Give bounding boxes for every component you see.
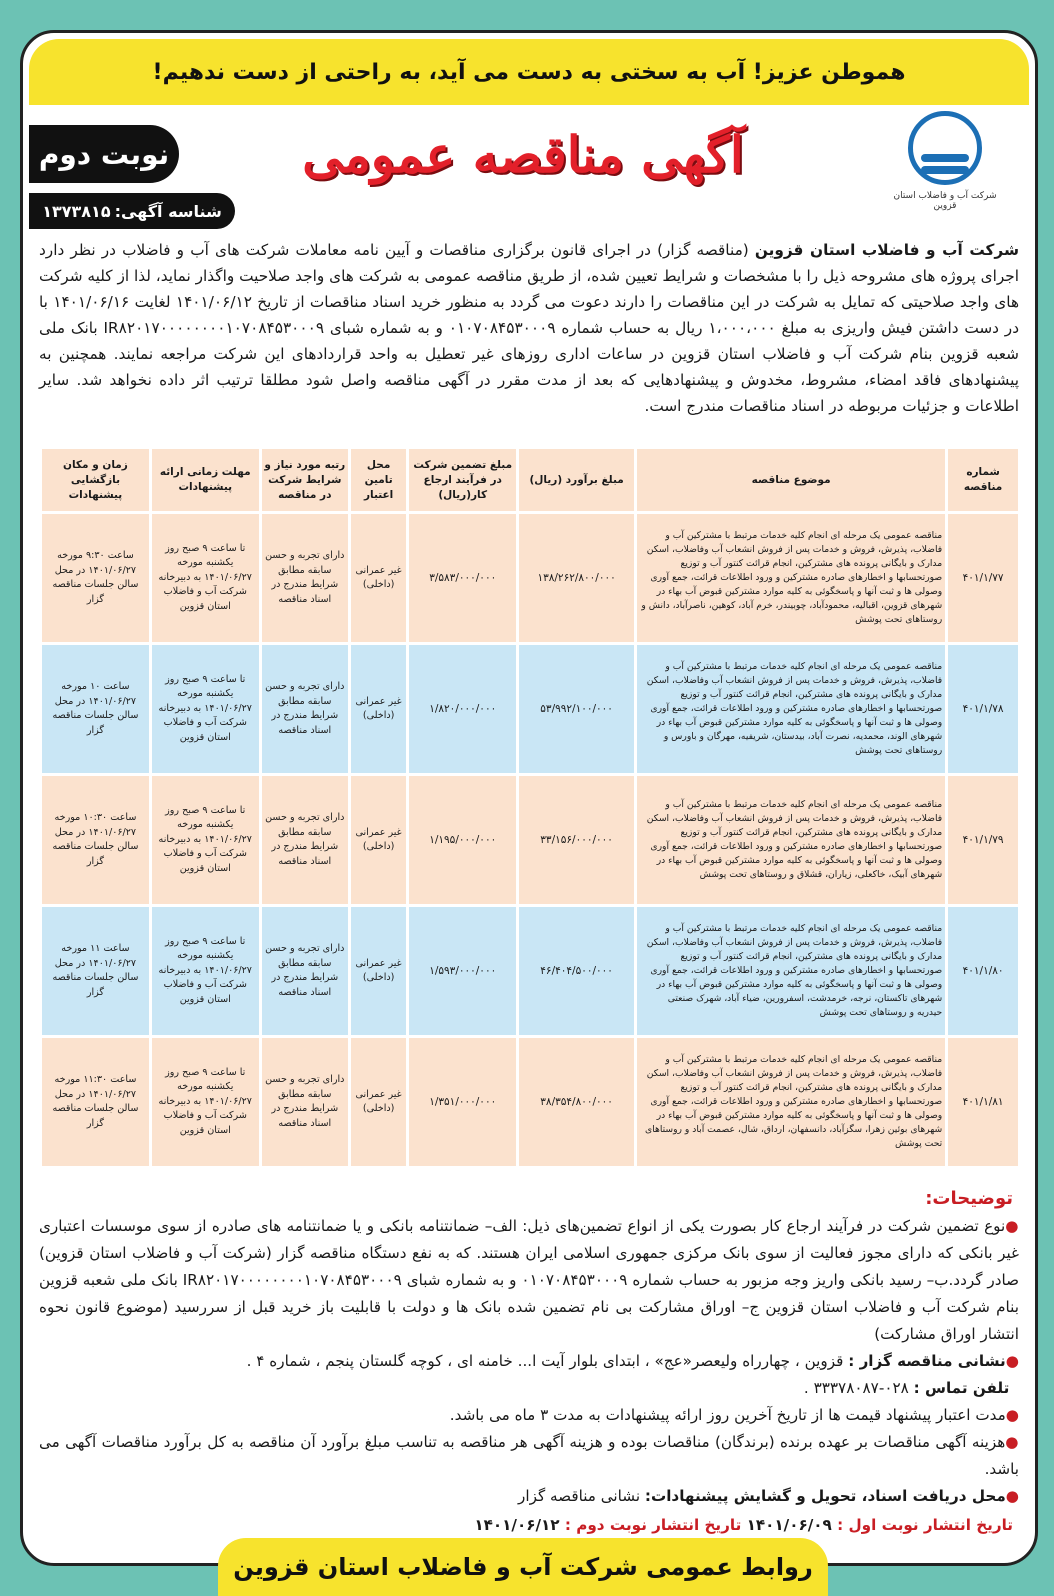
header-subject: موضوع مناقصه [637, 449, 945, 511]
tender-opening: ساعت ۱۰:۳۰ مورخه ۱۴۰۱/۰۶/۲۷ در محل سالن جلسات مناقصه گزار [42, 776, 149, 904]
note-address [39, 1348, 1019, 1375]
tender-number: ۴۰۱/۱/۸۰ [948, 907, 1018, 1035]
note-delivery-label: محل دریافت اسناد، تحویل و گشایش پیشنهادات: [644, 1487, 1006, 1505]
tender-qualification: دارای تجربه و حسن سابقه مطابق شرایط مندرج در اسناد مناقصه [262, 645, 348, 773]
round-badge: نوبت دوم [29, 125, 179, 183]
tender-guarantee: ۱/۸۲۰/۰۰۰/۰۰۰ [409, 645, 516, 773]
tender-opening: ساعت ۱۱:۳۰ مورخه ۱۴۰۱/۰۶/۲۷ در محل سالن جلسات مناقصه گزار [42, 1038, 149, 1166]
note-validity [39, 1402, 1019, 1429]
note-guarantee-text: نوع تضمین شرکت در فرآیند ارجاع کار بصورت یکی از انواع تضمین‌های ذیل: الف– ضمانتنامه بانکی و یا ضمانتنامه های صادره از سوی موسسات اعتباری غیر بانکی که دارای مجوز فعالیت از سوی بانک مرکزی جمهوری اسلامی ایران هستند. که به نفع دستگاه مناقصه گزار (شرکت آب و فاضلاب استان قزوین) صادر گردد.ب– رسید بانکی واریز وجه مزبور به حساب شماره ۰۱۰۷۰۸۴۵۳۰۰۰۹ و به شماره شبای IR۸۲۰۱۷۰۰۰۰۰۰۰۰۱۰۷۰۸۴۵۳۰۰۰۹ بانک ملی شعبه قزوین بنام شرکت آب و فاضلاب استان قزوین ج– اوراق مشارکت بی نام تضمین شده بانک ها و دولت با قابلیت باز خرید قبل از سررسید (موضوع قانون نحوه انتشار اوراق مشارکت) [39, 1217, 1020, 1343]
intro-company: شرکت آب و فاضلاب استان قزوین [754, 241, 1019, 259]
bullet-icon: ● [1005, 1433, 1019, 1451]
note-phone-text: ۰۲۸-۳۳۳۷۸۰۸۷ . [803, 1379, 914, 1397]
tender-estimate: ۴۶/۴۰۴/۵۰۰/۰۰۰ [519, 907, 634, 1035]
note-cost-text: هزینه آگهی مناقصات بر عهده برنده (برندگان) مناقصات بوده و هزینه آگهی هر مناقصه به تناسب مبلغ برآورد آن مناقصه به کل برآورد مناقصات آگهی می باشد. [39, 1433, 1019, 1478]
note-delivery [39, 1483, 1019, 1510]
tender-number: ۴۰۱/۱/۸۱ [948, 1038, 1018, 1166]
notice-frame [20, 30, 1038, 1581]
tender-number: ۴۰۱/۱/۷۸ [948, 645, 1018, 773]
tender-guarantee: ۳/۵۸۳/۰۰۰/۰۰۰ [409, 514, 516, 642]
table-row [42, 514, 1018, 642]
tender-funding: غیر عمرانی (داخلی) [351, 907, 406, 1035]
note-phone-label: تلفن تماس : [913, 1379, 1010, 1397]
notice-id-label: شناسه آگهی: [114, 201, 222, 221]
tender-estimate: ۱۳۸/۲۶۲/۸۰۰/۰۰۰ [519, 514, 634, 642]
notice-id-value: ۱۳۷۳۸۱۵ [42, 201, 111, 221]
table-row [42, 776, 1018, 904]
logo-caption: شرکت آب و فاضلاب استان قزوین [893, 191, 997, 211]
tender-opening: ساعت ۱۰ مورخه ۱۴۰۱/۰۶/۲۷ در محل سالن جلسات مناقصه گزار [42, 645, 149, 773]
water-drop-logo-icon [908, 111, 982, 185]
second-publication-date: ۱۴۰۱/۰۶/۱۲ [474, 1516, 565, 1534]
tender-subject: مناقصه عمومی یک مرحله ای انجام کلیه خدمات مرتبط با مشترکین آب و فاضلاب، پذیرش، فروش و خدمات پس از فروش انشعاب آب وفاضلاب، اسکن مدارک و بایگانی پرونده های مشترکین، انجام قرائت کنتور آب و توزیع صورتحسابها و اخطارهای صادره مشترکین و ورود اطلاعات قرائت، جمع آوری وصولی ها و ثبت آنها و پاسخگوئی به کلیه موارد مشترکین قبوض آب بهاء در شهرهای قزوین، اقبالیه، محمودآباد، چوبیندر، خرم آباد، کوهین، ناصرآباد، دانش و روستاهای تحت پوشش [637, 514, 945, 642]
second-publication-label: تاریخ انتشار نوبت دوم : [564, 1516, 742, 1534]
tender-qualification: دارای تجربه و حسن سابقه مطابق شرایط مندرج در اسناد مناقصه [262, 776, 348, 904]
tender-guarantee: ۱/۳۵۱/۰۰۰/۰۰۰ [409, 1038, 516, 1166]
tender-subject: مناقصه عمومی یک مرحله ای انجام کلیه خدمات مرتبط با مشترکین آب و فاضلاب، پذیرش، فروش و خدمات پس از فروش انشعاب آب وفاضلاب، اسکن مدارک و بایگانی پرونده های مشترکین، انجام قرائت کنتور آب و توزیع صورتحسابها و اخطارهای صادره مشترکین و ورود اطلاعات قرائت، جمع آوری وصولی ها و ثبت آنها و پاسخگوئی به کلیه موارد مشترکین قبوض آب بهاء در شهرهای بوئین زهرا، سگزآباد، دانسفهان، ارداق، شال، عصمت آباد و روستاهای تحت پوشش [637, 1038, 945, 1166]
footer-public-relations: روابط عمومی شرکت آب و فاضلاب استان قزوین [218, 1538, 828, 1596]
header-qualification: رتبه مورد نیاز و شرایط شرکت در مناقصه [262, 449, 348, 511]
tender-qualification: دارای تجربه و حسن سابقه مطابق شرایط مندرج در اسناد مناقصه [262, 514, 348, 642]
note-guarantee [39, 1213, 1019, 1348]
header-opening: زمان و مکان بازگشایی پیشنهادات [42, 449, 149, 511]
header-funding: محل تامین اعتبار [351, 449, 406, 511]
table-row [42, 1038, 1018, 1166]
tender-qualification: دارای تجربه و حسن سابقه مطابق شرایط مندرج در اسناد مناقصه [262, 907, 348, 1035]
table-row [42, 907, 1018, 1035]
intro-text: (مناقصه گزار) در اجرای قانون برگزاری مناقصات و آیین نامه معاملات شرکت های آب و فاضلاب در نظر دارد اجرای پروژه های مشروحه ذیل را با مشخصات و شرایط تعیین شده، از طریق مناقصه عمومی به شرکت های واجد صلاحیت واگذار نماید، لذا از کلیه شرکت های واجد صلاحیتی که تمایل به شرکت در این مناقصات را دارند دعوت می گردد به منظور خرید اسناد مناقصات از تاریخ ۱۴۰۱/۰۶/۱۲ لغایت ۱۴۰۱/۰۶/۱۶ با در دست داشتن فیش واریزی به مبلغ ۱،۰۰۰،۰۰۰ ریال به حساب شماره ۰۱۰۷۰۸۴۵۳۰۰۰۹ و به شماره شبای IR۸۲۰۱۷۰۰۰۰۰۰۰۰۱۰۷۰۸۴۵۳۰۰۰۹ بانک ملی شعبه قزوین بنام شرکت آب و فاضلاب استان قزوین در ساعات اداری روزهای غیر تعطیل به واحد قراردادهای این شرکت مراجعه نمایند. همچنین به پیشنهادهای فاقد امضاء، مشروط، مخدوش و پیشنهادهایی که بعد از مدت مقرر در آگهی مناقصه واصل شود مطلقا ترتیب اثر داده نخواهد شد. سایر اطلاعات و جزئیات مربوطه در اسناد مناقصات مندرج است. [39, 241, 1020, 415]
note-address-text: قزوین ، چهارراه ولیعصر«عج» ، ابتدای بلوار آیت ا... خامنه ای ، کوچه گلستان پنجم ، شماره ۴ . [246, 1352, 849, 1370]
first-publication-label: تاریخ انتشار نوبت اول : [837, 1516, 1013, 1534]
note-validity-text: مدت اعتبار پیشنهاد قیمت ها از تاریخ آخرین روز ارائه پیشنهادات به مدت ۳ ماه می باشد. [449, 1406, 1006, 1424]
tender-qualification: دارای تجربه و حسن سابقه مطابق شرایط مندرج در اسناد مناقصه [262, 1038, 348, 1166]
tender-opening: ساعت ۹:۳۰ مورخه ۱۴۰۱/۰۶/۲۷ در محل سالن جلسات مناقصه گزار [42, 514, 149, 642]
tender-funding: غیر عمرانی (داخلی) [351, 514, 406, 642]
tender-number: ۴۰۱/۱/۷۷ [948, 514, 1018, 642]
table-row [42, 645, 1018, 773]
tender-deadline: تا ساعت ۹ صبح روز یکشنبه مورخه ۱۴۰۱/۰۶/۲۷ به دبیرخانه شرکت آب و فاضلاب استان قزوین [152, 645, 259, 773]
header-number: شماره مناقصه [948, 449, 1018, 511]
tender-subject: مناقصه عمومی یک مرحله ای انجام کلیه خدمات مرتبط با مشترکین آب و فاضلاب، پذیرش، فروش و خدمات پس از فروش انشعاب آب وفاضلاب، اسکن مدارک و بایگانی پرونده های مشترکین، انجام قرائت کنتور آب و توزیع صورتحسابها و اخطارهای صادره مشترکین و ورود اطلاعات قرائت، جمع آوری وصولی ها و ثبت آنها و پاسخگوئی به کلیه موارد مشترکین قبوض آب بهاء در شهرهای آبیک، خاکعلی، زیاران، قشلاق و روستاهای تحت پوشش [637, 776, 945, 904]
header-estimate: مبلغ برآورد (ریال) [519, 449, 634, 511]
tender-subject: مناقصه عمومی یک مرحله ای انجام کلیه خدمات مرتبط با مشترکین آب و فاضلاب، پذیرش، فروش و خدمات پس از فروش انشعاب آب وفاضلاب، اسکن مدارک و بایگانی پرونده های مشترکین، انجام قرائت کنتور آب و توزیع صورتحسابها و اخطارهای صادره مشترکین و ورود اطلاعات قرائت، جمع آوری وصولی ها و ثبت آنها و پاسخگوئی به کلیه موارد مشترکین قبوض آب بهاء در شهرهای تاکستان، نرجه، خرمدشت، اسفرورین، ضیاء آباد، شهرک صنعتی حیدریه و روستاهای تحت پوشش [637, 907, 945, 1035]
tender-deadline: تا ساعت ۹ صبح روز یکشنبه مورخه ۱۴۰۱/۰۶/۲۷ به دبیرخانه شرکت آب و فاضلاب استان قزوین [152, 1038, 259, 1166]
bullet-icon: ● [1005, 1217, 1019, 1235]
tender-funding: غیر عمرانی (داخلی) [351, 645, 406, 773]
tender-estimate: ۳۳/۱۵۶/۰۰۰/۰۰۰ [519, 776, 634, 904]
tender-estimate: ۳۸/۳۵۴/۸۰۰/۰۰۰ [519, 1038, 634, 1166]
first-publication-date: ۱۴۰۱/۰۶/۰۹ [741, 1516, 838, 1534]
tender-opening: ساعت ۱۱ مورخه ۱۴۰۱/۰۶/۲۷ در محل سالن جلسات مناقصه گزار [42, 907, 149, 1035]
bullet-icon: ● [1005, 1406, 1019, 1424]
company-logo [885, 111, 1005, 221]
tender-funding: غیر عمرانی (داخلی) [351, 776, 406, 904]
tender-deadline: تا ساعت ۹ صبح روز یکشنبه مورخه ۱۴۰۱/۰۶/۲۷ به دبیرخانه شرکت آب و فاضلاب استان قزوین [152, 776, 259, 904]
note-delivery-text: نشانی مناقصه گزار [518, 1487, 645, 1505]
note-cost [39, 1429, 1019, 1483]
note-phone [39, 1375, 1019, 1402]
tender-guarantee: ۱/۵۹۳/۰۰۰/۰۰۰ [409, 907, 516, 1035]
tender-subject: مناقصه عمومی یک مرحله ای انجام کلیه خدمات مرتبط با مشترکین آب و فاضلاب، پذیرش، فروش و خدمات پس از فروش انشعاب آب وفاضلاب، اسکن مدارک و بایگانی پرونده های مشترکین، انجام قرائت کنتور آب و توزیع صورتحسابها و اخطارهای صادره مشترکین و ورود اطلاعات قرائت، جمع آوری وصولی ها و ثبت آنها و پاسخگوئی به کلیه موارد مشترکین قبوض آب بهاء در شهرهای الوند، محمدیه، نصرت آباد، بیدستان، شریفیه، مهرگان و باورس و روستاهای تحت پوشش [637, 645, 945, 773]
header-deadline: مهلت زمانی ارائه پیشنهادات [152, 449, 259, 511]
notice-id [29, 193, 235, 229]
publication-dates [474, 1513, 1013, 1537]
tender-deadline: تا ساعت ۹ صبح روز یکشنبه مورخه ۱۴۰۱/۰۶/۲۷ به دبیرخانه شرکت آب و فاضلاب استان قزوین [152, 907, 259, 1035]
tender-number: ۴۰۱/۱/۷۹ [948, 776, 1018, 904]
tenders-table [39, 446, 1021, 1169]
notes-title: توضیحات: [925, 1188, 1013, 1209]
note-address-label: نشانی مناقصه گزار : [848, 1352, 1006, 1370]
tender-funding: غیر عمرانی (داخلی) [351, 1038, 406, 1166]
intro-paragraph [39, 237, 1019, 419]
top-banner: هموطن عزیز! آب به سختی به دست می آید، به راحتی از دست ندهیم! [29, 39, 1029, 105]
header-guarantee: مبلغ تضمین شرکت در فرآیند ارجاع کار(ریال) [409, 449, 516, 511]
notice-headline: آگهی مناقصه عمومی [302, 125, 744, 184]
tender-estimate: ۵۳/۹۹۲/۱۰۰/۰۰۰ [519, 645, 634, 773]
notes-section [39, 1213, 1019, 1510]
bullet-icon: ● [1005, 1487, 1019, 1505]
tender-guarantee: ۱/۱۹۵/۰۰۰/۰۰۰ [409, 776, 516, 904]
tender-deadline: تا ساعت ۹ صبح روز یکشنبه مورخه ۱۴۰۱/۰۶/۲۷ به دبیرخانه شرکت آب و فاضلاب استان قزوین [152, 514, 259, 642]
bullet-icon: ● [1005, 1352, 1019, 1370]
